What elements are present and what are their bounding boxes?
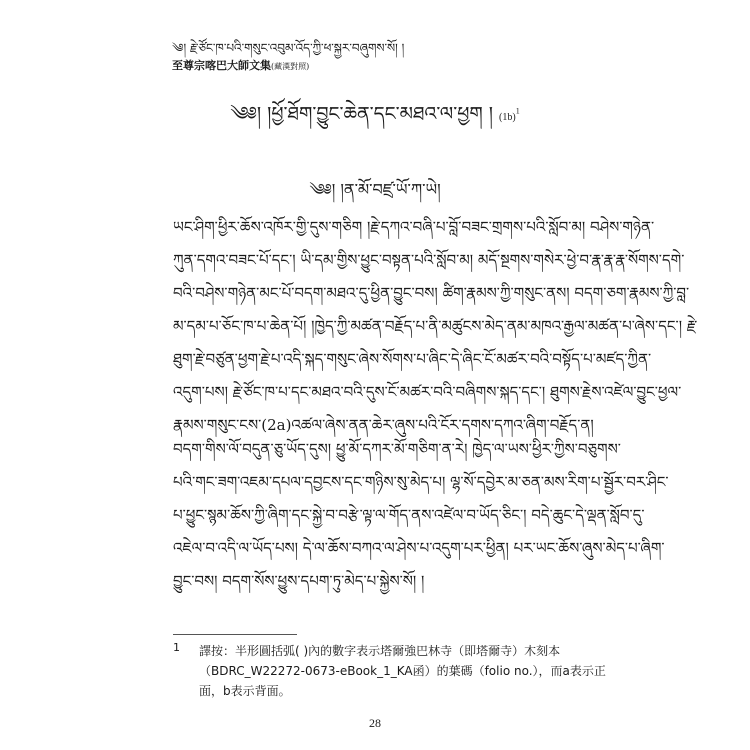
header-chinese-title: 至尊宗喀巴大師文集 bbox=[172, 59, 271, 72]
text-line: བའི་བཤེས་གཉེན་མང་པོ་བདག་མཐའ་དུ་ཕྱིན་བྱུང་བས། ཚིག་རྣམས་ཀྱི་གསུང་ནས། བདག་ཅག་རྣམས་ཀྱི་བླ་ bbox=[173, 284, 690, 302]
text-line: འཇེལ་བ་འདི་ལ་ཡོད་པས། དེ་ལ་ཆོས་བཀའ་ལ་ཤེས་པ་འདུག་པར་ཕྱིན། པར་ཡང་ཆོས་ཞུས་མེད་པ་ཞིག་ bbox=[173, 539, 665, 557]
footnote-number: 1 bbox=[173, 641, 180, 654]
header-tibetan: ༄། རྗེ་ཙོང་ཁ་པའི་གསུང་འབུམ་འོད་ཀྱི་ཕ་སྐྱར་བཞུགས་སོ། ། bbox=[172, 41, 405, 55]
invocation-subtitle: ༄༅། །ན་མོ་བཛྲ་ཡོ་ཀ་ཡེ། bbox=[309, 180, 441, 199]
header-chinese-note: (藏漢對照) bbox=[271, 62, 310, 71]
paragraph-2 bbox=[173, 433, 669, 598]
footnote-ref: 1 bbox=[515, 106, 520, 116]
footnote-divider bbox=[173, 634, 297, 635]
text-line: འདུག་པས། རྗེ་ཙོང་ཁ་པ་དང་མཐའ་བའི་དུས་ངོ་མཚར་བའི་བཞིགས་སྐད་དང་། ཐུགས་རྗེས་འཛེལ་བྱུང་ཕྱལ་ bbox=[173, 383, 682, 401]
text-line: པ་ཕྱུང་སྙམ་ཆོས་ཀྱི་ཞིག་དང་སྐྱེ་བ་བརྩེ་ལྟ་ལ་གོད་ནས་འཛེལ་བ་ཡོད་ཅིང་། བདེ་ཆུང་དེ་ལྡན་སློབ་དུ་ bbox=[173, 506, 645, 524]
paragraph-1 bbox=[173, 211, 698, 442]
text-line: ཡང་ཤིག་ཕྱིར་ཆོས་འཁོར་གྱི་དུས་གཅིག །རྗེ་དཀའ་བཞི་པ་བློ་བཟང་གྲགས་པའི་སློབ་མ། བཤེས་གཉེན་ bbox=[173, 218, 655, 236]
text-line: པའི་གང་ཟག་འཇམ་དཔལ་དབྱངས་དང་གཉིས་སུ་མེད་པ། ལྷ་སོ་དབྱེར་མ་ཅན་མས་རིག་པ་སྦྱོར་བར་ཤིང་ bbox=[173, 473, 669, 491]
footnote-line: （BDRC_W22272-0673-eBook_1_KA函）的葉碼（folio no.），而a表示正 bbox=[199, 664, 606, 678]
header-chinese bbox=[172, 58, 404, 75]
footnote-line: 譯按：半形圓括弧( )內的數字表示塔爾強巴林寺（即塔爾寺）木刻本 bbox=[199, 644, 561, 658]
text-line: རྣམས་གསུང་ངས་(2a)འཚལ་ཞེས་ནན་ཆེར་ཞུས་པའི་ངོར་དགས་དཀའ་ཞིག་བརྗོད་ན། bbox=[173, 416, 594, 434]
running-header bbox=[172, 40, 404, 75]
text-line: ཀུན་དགའ་བཟང་པོ་དང་། ཡི་དམ་གྱིས་ཕྱུང་བསྟན་པའི་སློབ་མ། མདོ་སྔགས་གསེར་ཕྱེ་བ་རྣ་རྣ་རྣ་སོགས་དགེ་ bbox=[173, 251, 685, 269]
page-number: 28 bbox=[369, 716, 381, 730]
text-line: བདག་གིས་ལོ་བདུན་ཅུ་ཡོད་དུས། ཕྱུ་མོ་དཀར་མོ་གཅིག་ན་རེ། ཁྱེད་ལ་ཡས་ཕྱིར་ཀྱིས་བཅུགས་ bbox=[173, 440, 621, 458]
text-line: མ་དམ་པ་ཅོང་ཁ་པ་ཆེན་པོ། །ཁྱེད་ཀྱི་མཚན་བརྗོད་པ་ནི་མཚུངས་མེད་ནམ་མཁའ་རྒྱལ་མཚན་པ་ཞེས་དང་། རྗེ་ bbox=[173, 317, 698, 335]
footnote bbox=[173, 641, 606, 701]
section-title bbox=[0, 92, 750, 146]
section-title-text: ༄༅། །ཕྱོ་ཐོག་བྱུང་ཆེན་དང་མཐའ་ལ་ཕྱག ། bbox=[230, 103, 494, 125]
footnote-line: 面，b表示背面。 bbox=[199, 684, 291, 698]
text-line: བྱུང་བས། བདག་སོས་ཕྱུས་དཔག་ཏུ་མེད་པ་སྐྱེས་སོ། ། bbox=[173, 572, 425, 590]
folio-marker: (1b) bbox=[499, 112, 516, 123]
text-line: ཐུག་རྗེ་བཙུན་ཕྱག་རྗེ་པ་འདི་སྐད་གསུང་ཞེས་སོགས་པ་ཞིང་དེ་ཞིང་ངོ་མཚར་བའི་བསྟོད་པ་མཛད་ཀྱིན་ bbox=[173, 350, 652, 368]
